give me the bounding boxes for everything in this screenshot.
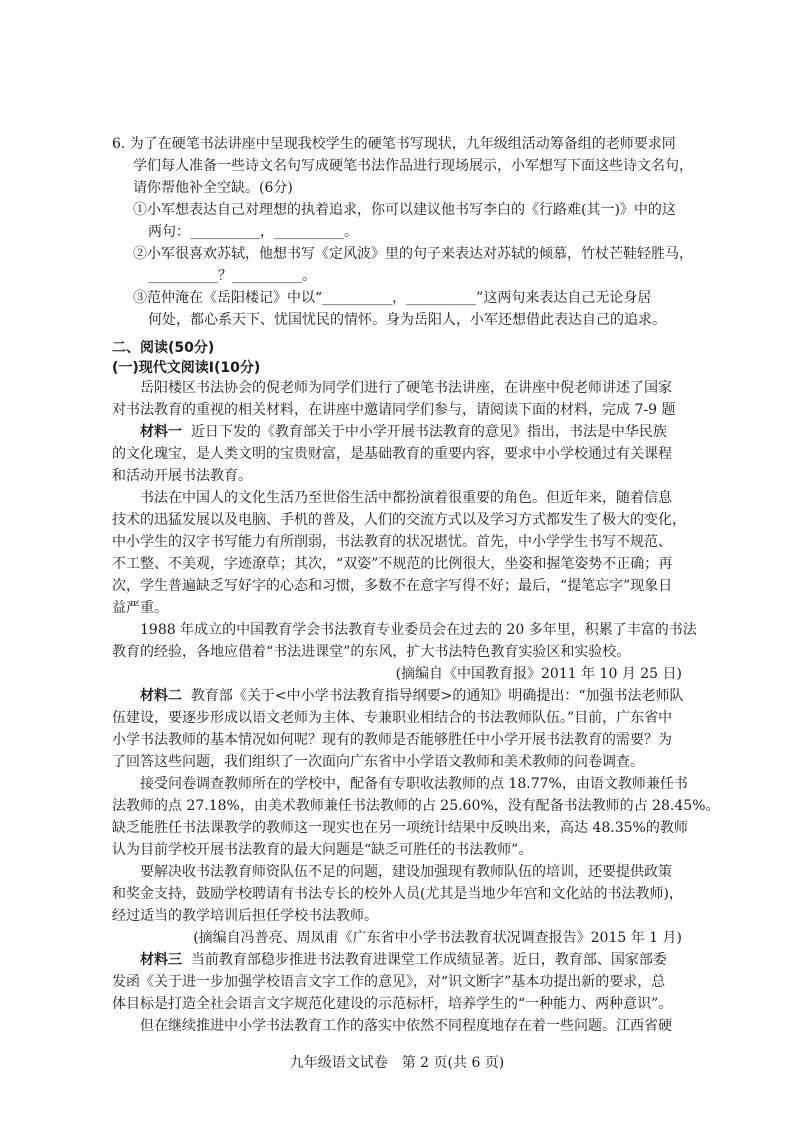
- intro-line-1: 岳阳楼区书法协会的倪老师为同学们进行了硬笔书法讲座，在讲座中倪老师讲述了国家: [140, 380, 672, 396]
- m2-p3-line-3: 经过适当的教学培训后担任学校书法教师。: [112, 908, 378, 924]
- m3-p2-line-1: 但在继续推进中小学书法教育工作的落实中依然不同程度地存在着一些问题。江西省硬: [140, 1018, 672, 1034]
- m1-p2-line-6: 益严重。: [112, 600, 168, 616]
- m2-p2-line-4: 认为目前学校开展书法教育的最大问题是“缺乏可胜任的书法教师”。: [112, 842, 533, 858]
- m1-line-2: 的文化瑰宝，是人类文明的宝贵财富，是基础教育的重要内容，要求中小学校通过有关课程: [112, 446, 672, 462]
- m2-p3-line-2: 和奖金支持，鼓励学校聘请有书法专长的校外人员(尤其是当地少年宫和文化站的书法教师)，: [112, 886, 683, 902]
- m2-line-3: 小学书法教师的基本情况如何呢？现有的教师是否能够胜任中小学开展书法教育的需要？为: [112, 732, 672, 748]
- m2-p2-line-1: 接受问卷调查教师所在的学校中，配备有专职收法教师的点 18.77%，由语文教师兼任书: [140, 776, 688, 792]
- page-footer: 九年级语文试卷 第 2 页(共 6 页): [289, 1055, 505, 1071]
- q6-item-1: ①小军想表达自己对理想的执着追求，你可以建议他书写李白的《行路难(其一)》中的这: [133, 202, 676, 218]
- m3-line-2: 发函《关于进一步加强学校语言文字工作的意见》，对“识文断字”基本功提出新的要求，总: [112, 974, 666, 990]
- m1-source: (摘编自《中国教育报》2011 年 10 月 25 日): [395, 666, 682, 682]
- m1-text-1: 近日下发的《教育部关于中小学开展书法教育的意见》指出，书法是中华民族: [190, 424, 667, 440]
- m1-p2-line-4: 不工整、不美观，字迹潦草；其次，“双姿”不规范的比例很大，坐姿和握笔姿势不正确；再: [112, 556, 673, 572]
- q6-item-3: ③范仲淹在《岳阳楼记》中以“__________，__________”这两句来表达自己无论身居: [133, 290, 652, 306]
- m1-p2-line-2: 技术的迅猛发展以及电脑、手机的普及，人们的交流方式以及学习方式都发生了极大的变化，: [112, 512, 686, 528]
- m2-p2-line-2: 法教师的点 27.18%，由美术教师兼任书法教师的占 25.60%，没有配备书法教师的占 28.45%。: [112, 798, 720, 814]
- subsection-title: (一)现代文阅读Ⅰ(10分): [112, 360, 261, 376]
- q6-item-1-blanks: 两句：__________，__________。: [148, 224, 358, 240]
- material-label: 材料二: [140, 688, 182, 704]
- m2-p3-line-1: 要解决收书法教育师资队伍不足的问题，建设加强现有教师队伍的培训，还要提供政策: [140, 864, 672, 880]
- q6-item-2-blanks: __________？__________。: [148, 268, 316, 284]
- m1-p2-line-3: 中小学生的汉字书写能力有所削弱，书法教育的状况堪忧。首先，中小学学生书写不规范、: [112, 534, 672, 550]
- m2-p2-line-3: 缺乏能胜任书法课教学的教师这一现实也在另一项统计结果中反映出来，高达 48.35%的教师: [112, 820, 688, 836]
- material-label: 材料三: [140, 952, 182, 968]
- material-label: 材料一: [140, 424, 182, 440]
- m2-line-1: [140, 686, 684, 706]
- m1-p3-line-2: 教育的经验，各地应借着“书法进课堂”的东风，扩大书法特色教育实验区和实验校。: [112, 644, 631, 660]
- q6-line-1: 6. 为了在硬笔书法讲座中呈现我校学生的硬笔书写现状，九年级组活动筹备组的老师要求同: [112, 136, 676, 152]
- section-title: 二、阅读(50分): [112, 340, 215, 356]
- m2-line-2: 伍建设，要逐步形成以语文老师为主体、专兼职业相结合的书法教师队伍。”目前，广东省中: [112, 710, 673, 726]
- intro-line-2: 对书法教育的重视的相关材料，在讲座中邀请同学们参与，请阅读下面的材料，完成 7-9 题: [112, 402, 676, 418]
- m3-text-1: 当前教育部稳步推进书法教育进课堂工作成绩显著。近日，教育部、国家部委: [190, 952, 667, 968]
- m3-line-1: [140, 950, 667, 970]
- q6-item-3-cont: 何处，都心系天下、忧国忧民的情怀。身为岳阳人，小军还想借此表达自己的追求。: [148, 312, 666, 328]
- m1-p2-line-1: 书法在中国人的文化生活乃至世俗生活中都扮演着很重要的角色。但近年来，随着信息: [140, 490, 672, 506]
- q6-item-2: ②小军很喜欢苏轼，他想书写《定风波》里的句子来表达对苏轼的倾慕，竹杖芒鞋轻胜马，: [133, 246, 693, 262]
- m1-line-3: 和活动开展书法教育。: [112, 468, 252, 484]
- m1-p2-line-5: 次，学生普遍缺乏写好字的心态和习惯，多数不在意字写得不好；最后，“提笔忘字”现象日: [112, 578, 673, 594]
- m1-line-1: [140, 422, 667, 442]
- m1-p3-line-1: 1988 年成立的中国教育学会书法教育专业委员会在过去的 20 多年里，积累了丰富的书法: [140, 622, 697, 638]
- m2-line-4: 了回答这些问题，我们组织了一次面向广东省中小学语文教师和美术教师的问卷调查。: [112, 754, 644, 770]
- q6-line-2: 学们每人准备一些诗文名句写成硬笔书法作品进行现场展示，小军想写下面这些诗文名句，: [133, 158, 693, 174]
- q6-line-3: 请你帮他补全空缺。(6分): [133, 180, 293, 196]
- m3-line-3: 体目标是打造全社会语言文字规范化建设的示范标杆，培养学生的“一种能力、两种意识”。: [112, 996, 673, 1012]
- m2-text-1: 教育部《关于<中小学书法教育指导纲要>的通知》明确提出：“加强书法老师队: [190, 688, 684, 704]
- m2-source: (摘编自冯普亮、周凤甫《广东省中小学书法教育状况调查报告》2015 年 1 月): [193, 930, 682, 946]
